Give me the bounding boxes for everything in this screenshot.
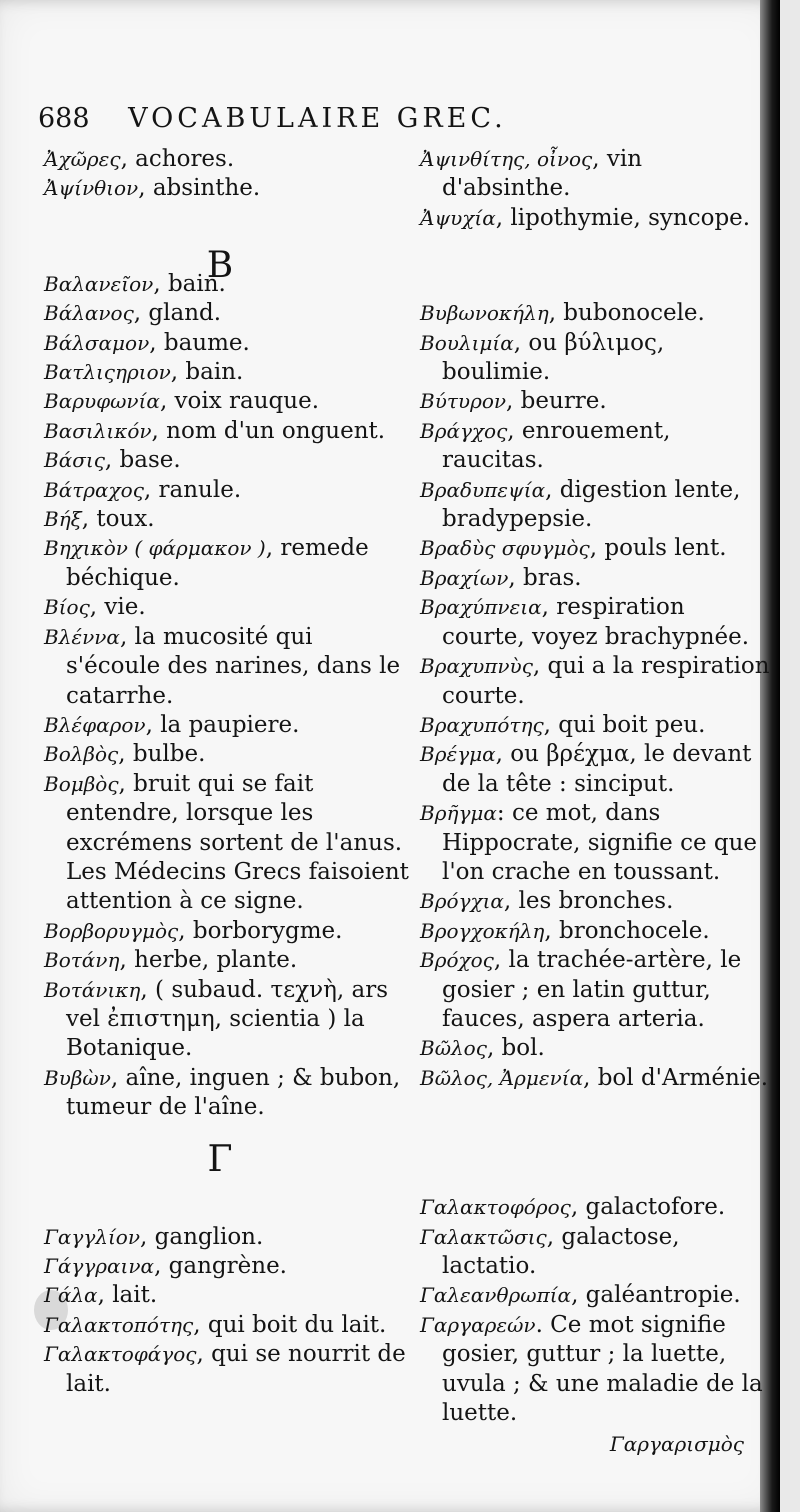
french-definition: , qui a la respiration courte. [442, 653, 770, 709]
greek-headword: Βρέγμα [420, 742, 496, 767]
french-definition: , lait. [97, 1282, 158, 1309]
running-title: VOCABULAIRE GREC. [128, 103, 507, 134]
greek-headword: Βάλανος [44, 301, 134, 326]
greek-headword: Βήξ [44, 507, 82, 532]
greek-headword: Βῶλος, Ἀρμενία [420, 1065, 584, 1090]
greek-headword: Βρῆγμα [420, 801, 497, 826]
dictionary-entry [44, 387, 412, 416]
greek-headword: Γαλακτοφόρος [420, 1195, 571, 1220]
dictionary-entry [420, 946, 770, 1034]
french-definition: , pouls lent. [589, 535, 727, 562]
dictionary-entry [44, 505, 412, 534]
french-definition: , respiration courte, voyez brachypnée. [442, 594, 750, 650]
greek-headword: Βύτυρον [420, 389, 507, 414]
greek-headword: Βρόγχια [420, 889, 504, 914]
greek-headword: Βραδὺς σφυγμὸς [420, 536, 590, 561]
greek-headword: Βάσις [44, 448, 105, 473]
greek-headword: Ἀψυχία [420, 205, 496, 230]
dictionary-entry [420, 593, 770, 652]
french-definition: , voix rauque. [159, 388, 320, 415]
french-definition: , la mucosité qui s'écoule des narines, dans le catarrhe. [66, 623, 401, 709]
french-definition: , ou βρέχμα, le devant de la tête : sinciput. [442, 741, 752, 797]
french-definition: , toux. [81, 506, 155, 533]
greek-headword: Βράγχος [420, 418, 508, 443]
dictionary-entry [44, 1064, 412, 1123]
greek-headword: Βραχυπνὺς [420, 654, 533, 679]
dictionary-entry [420, 299, 770, 328]
greek-headword: Βρογχοκήλη [420, 918, 545, 943]
french-definition: , baume. [149, 329, 250, 356]
greek-headword: Βῶλος [420, 1036, 487, 1061]
dictionary-entry [44, 299, 412, 328]
french-definition: , vin d'absinthe. [442, 146, 643, 202]
french-definition: , qui se nourrit de lait. [66, 1341, 406, 1397]
dictionary-entry [420, 476, 770, 535]
left-column [44, 145, 412, 1399]
greek-headword: Βραδυπεψία [420, 477, 546, 502]
greek-headword: Ἀψίνθιον [44, 176, 139, 201]
french-definition: , bras. [508, 564, 582, 591]
greek-headword: Γαργαρεών [420, 1312, 536, 1337]
french-definition: , galéantropie. [571, 1282, 741, 1309]
french-definition: , ranule. [143, 476, 242, 503]
dictionary-entry [44, 946, 412, 975]
french-definition: , bol. [486, 1035, 545, 1062]
page-number: 688 [38, 103, 90, 134]
french-definition: , les bronches. [503, 888, 674, 915]
dictionary-entry [420, 917, 770, 946]
dictionary-entry [420, 417, 770, 476]
french-definition: . Ce mot signifie gosier, guttur ; la luette, uvula ; & une maladie de la luette. [442, 1311, 763, 1427]
dictionary-entry [44, 476, 412, 505]
greek-headword: Βασιλικόν [44, 418, 152, 443]
dictionary-entry [420, 1281, 770, 1310]
french-definition: , ( subaud. τεχνὴ, ars vel ἐπιστημη, scientia ) la Botanique. [66, 976, 388, 1062]
greek-headword: Γαλεανθρωπία [420, 1283, 572, 1308]
greek-headword: Γαγγλίον [44, 1224, 141, 1249]
french-definition: , bronchocele. [544, 917, 710, 944]
catchword: Γαργαρισμὸς [609, 1432, 744, 1456]
french-definition: , qui boit du lait. [193, 1311, 387, 1338]
dictionary-entry [420, 534, 770, 563]
french-definition: , ou βύλιμος, boulimie. [442, 329, 665, 386]
dictionary-entry [44, 917, 412, 946]
greek-headword: Ἀψινθίτης, οἶνος [420, 147, 593, 171]
dictionary-entry [420, 1311, 770, 1429]
greek-headword: Βορβορυγμὸς [44, 918, 179, 943]
greek-headword: Βάλσαμον [44, 330, 150, 355]
dictionary-entry [420, 387, 770, 416]
greek-headword: Γάγγραινα [44, 1254, 155, 1278]
greek-headword: Βάτραχος [44, 477, 144, 502]
dictionary-entry [44, 976, 412, 1064]
french-definition: , digestion lente, bradypepsie. [442, 476, 741, 533]
dictionary-entry [44, 711, 412, 740]
french-definition: , aîne, inguen ; & bubon, tumeur de l'aîne. [66, 1064, 401, 1121]
running-header [38, 103, 638, 134]
french-definition: , bulbe. [118, 741, 206, 768]
french-definition: , lipothymie, syncope. [495, 204, 751, 231]
french-definition: , herbe, plante. [119, 947, 298, 974]
french-definition: , remede béchique. [66, 535, 369, 591]
dictionary-entry [44, 1223, 412, 1252]
dictionary-entry [44, 1311, 412, 1340]
dictionary-entry [44, 770, 412, 917]
greek-headword: Βολβὸς [44, 742, 119, 767]
greek-headword: Βυβὼν [44, 1065, 111, 1090]
greek-headword: Βαλανεῖον [44, 271, 154, 296]
dictionary-entry [420, 1193, 770, 1222]
dictionary-entry [44, 145, 412, 174]
french-definition: , achores. [120, 146, 235, 172]
french-definition: , bain. [170, 359, 244, 386]
greek-headword: Βίος [44, 595, 90, 620]
dictionary-entry [44, 593, 412, 622]
dictionary-entry [44, 174, 412, 203]
greek-headword: Βαρυφωνία [44, 389, 160, 414]
french-definition: , galactose, lactatio. [442, 1223, 680, 1279]
dictionary-entry [44, 1340, 412, 1399]
french-definition: , borborygme. [178, 917, 343, 944]
dictionary-entry [44, 358, 412, 387]
french-definition: , bubonocele. [548, 300, 705, 327]
greek-headword: Βοτάνη [44, 948, 120, 973]
dictionary-entry [420, 329, 770, 388]
french-definition: , ganglion. [140, 1223, 264, 1250]
dictionary-entry [420, 799, 770, 887]
dictionary-entry [420, 145, 770, 204]
french-definition: , la trachée-artère, le gosier ; en latin guttur, fauces, aspera arteria. [442, 947, 742, 1032]
greek-headword: Βραχίων [420, 565, 509, 590]
greek-headword: Γαλακτῶσις [420, 1224, 547, 1249]
dictionary-entry [44, 623, 412, 711]
dictionary-entry [44, 417, 412, 446]
dictionary-entry [420, 1034, 770, 1063]
dictionary-entry [420, 204, 770, 233]
greek-headword: Βουλιμία [420, 330, 514, 355]
dictionary-entry [420, 564, 770, 593]
greek-headword: Βλέφαρον [44, 712, 146, 737]
dictionary-entry [420, 1223, 770, 1282]
french-definition: , qui boit peu. [543, 711, 706, 738]
dictionary-entry [44, 534, 412, 593]
section-letter-gamma: Γ [207, 1139, 233, 1181]
french-definition: , bol d'Arménie. [583, 1064, 769, 1091]
section-letter-b: B [206, 245, 234, 287]
dictionary-entry [44, 1281, 412, 1310]
french-definition: , galactofore. [570, 1194, 726, 1221]
greek-headword: Βρόχος [420, 948, 494, 973]
greek-headword: Βραχυπότης [420, 712, 544, 737]
french-definition: , bruit qui se fait entendre, lorsque les excrémens sortent de l'anus. Les Médecins Grecs faisoient attention à ce signe. [66, 770, 409, 915]
french-definition: , absinthe. [138, 175, 261, 202]
french-definition: , bain. [153, 270, 226, 297]
dictionary-entry [44, 1252, 412, 1281]
dictionary-entry [420, 652, 770, 711]
french-definition: : ce mot, dans Hippocrate, signifie ce que l'on crache en toussant. [442, 800, 758, 885]
dictionary-entry [44, 446, 412, 475]
greek-headword: Βυβωνοκήλη [420, 301, 549, 326]
french-definition: , enrouement, raucitas. [442, 417, 671, 474]
dictionary-entry [420, 887, 770, 916]
greek-headword: Γαλακτοπότης [44, 1312, 194, 1337]
dictionary-entry [44, 740, 412, 769]
french-definition: , vie. [89, 594, 146, 621]
dictionary-entry [44, 329, 412, 358]
greek-headword: Βατλιςηριον [44, 360, 171, 385]
greek-headword: Γαλακτοφάγος [44, 1342, 197, 1367]
french-definition: , nom d'un onguent. [151, 417, 386, 444]
greek-headword: Γάλα [44, 1283, 98, 1308]
dictionary-entry [420, 740, 770, 799]
greek-headword: Ἀχῶρες [44, 147, 121, 171]
french-definition: , gangrène. [154, 1253, 287, 1279]
greek-headword: Βραχύπνεια [420, 595, 542, 620]
french-definition: , base. [104, 447, 181, 474]
french-definition: , la paupiere. [145, 711, 300, 738]
dictionary-entry [420, 711, 770, 740]
french-definition: , gland. [133, 300, 222, 327]
greek-headword: Βοτάνικη [44, 977, 141, 1002]
dictionary-entry [420, 1064, 770, 1093]
greek-headword: Βηχικὸν ( φάρμακον ) [44, 536, 266, 561]
french-definition: , beurre. [506, 388, 607, 415]
greek-headword: Βλέννα [44, 624, 120, 649]
greek-headword: Βομβὸς [44, 771, 119, 796]
